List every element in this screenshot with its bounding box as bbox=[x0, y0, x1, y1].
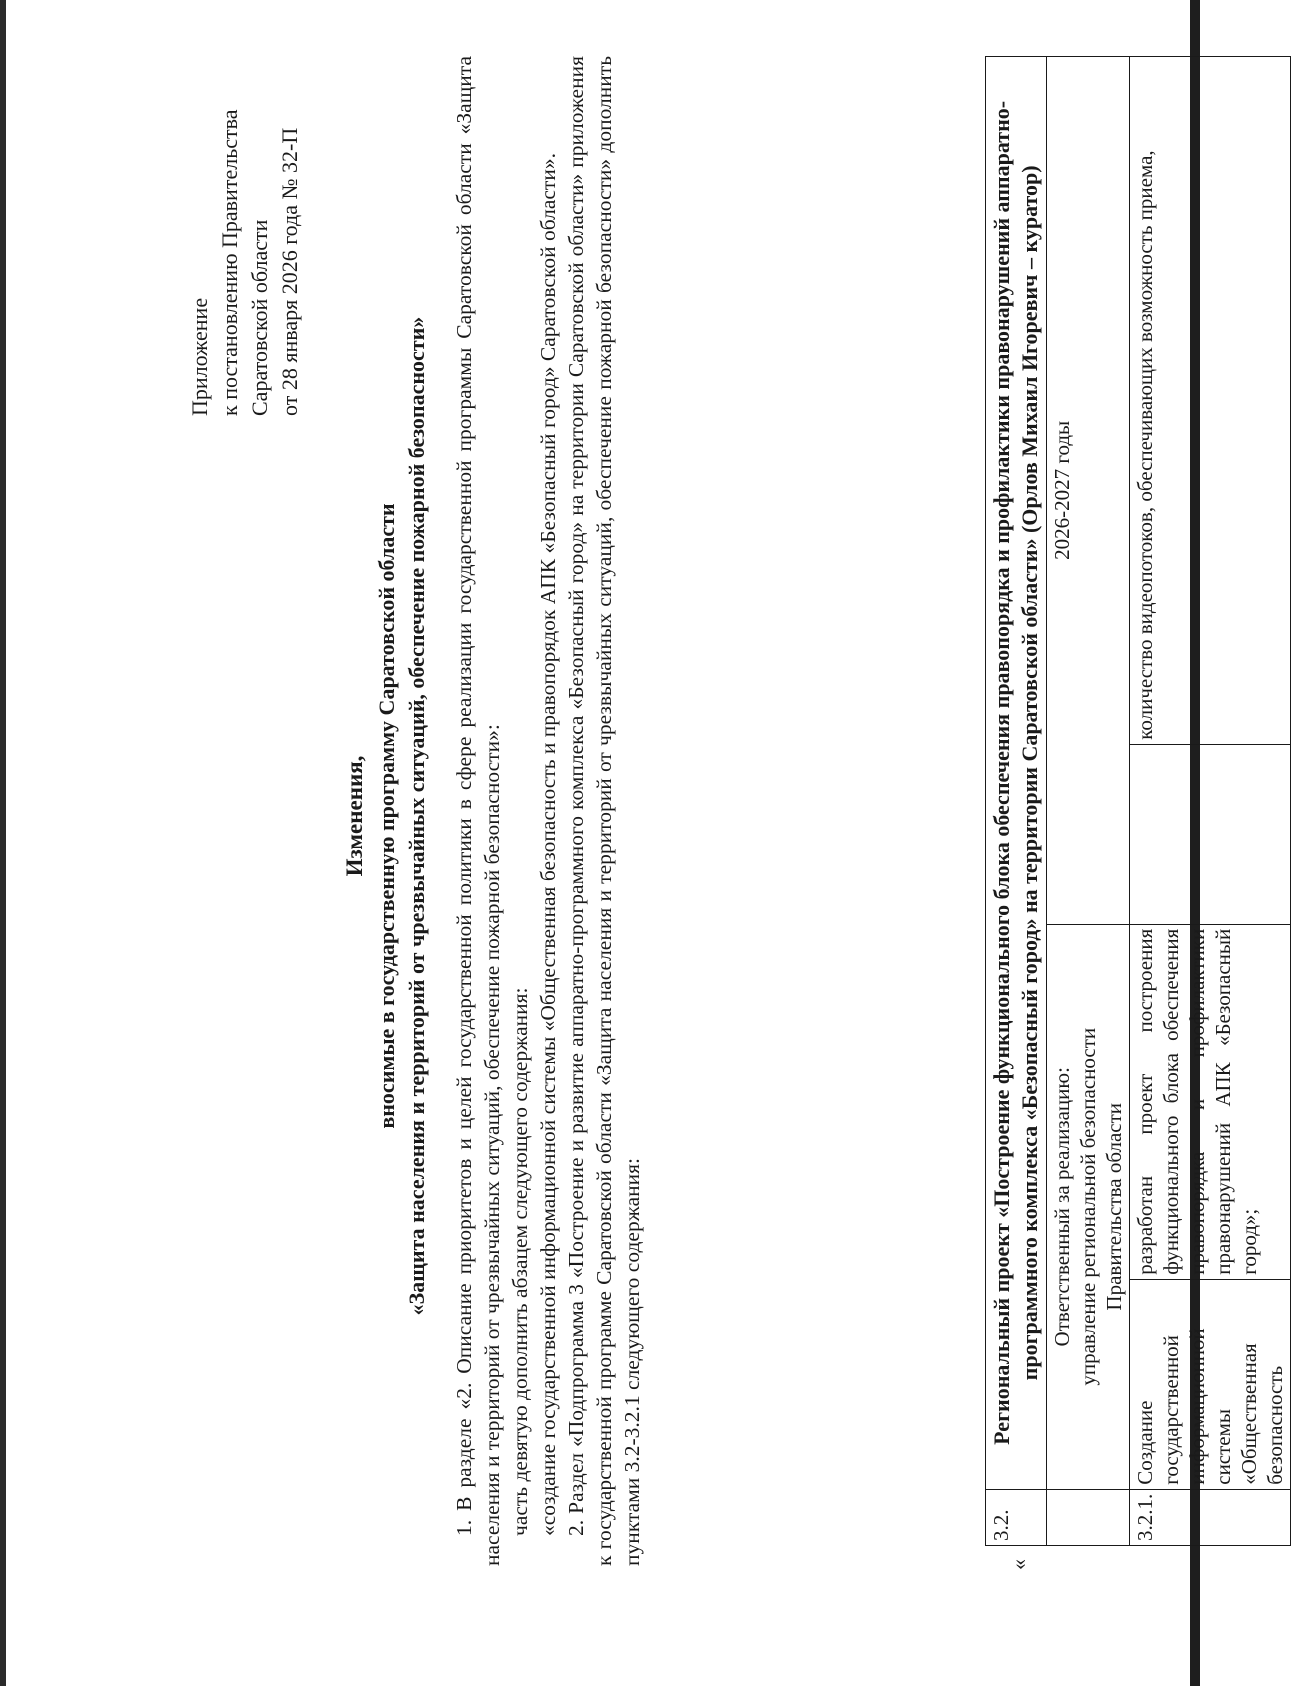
annex-line: Приложение bbox=[187, 297, 212, 416]
empty-cell bbox=[1130, 744, 1291, 924]
paragraph: 2. Раздел «Подпрограмма 3 «Построение и развитие аппаратно-программного комплекса «Безопасный город» на территории Саратовской области» приложения к государственной программе Саратовской области «Защита населения и территорий от чрезвычайных ситуаций, обеспечение пожарной безопасности» дополнить пунктами 3.2-3.2.1 следующего содержания: bbox=[564, 56, 644, 1566]
indicator-cell: количество видеопотоков, обеспечивающих возможность приема, bbox=[1130, 57, 1291, 745]
table-row bbox=[1130, 57, 1291, 1546]
paragraph: 1. В разделе «2. Описание приоритетов и целей государственной политики в сфере реализации государственной программы Саратовской области «Защита населения и территорий от чрезвычайных ситуаций, обеспечение пожарной безопасности»: bbox=[452, 56, 504, 1566]
empty-cell bbox=[1047, 1489, 1130, 1545]
annex-line: Саратовской области bbox=[247, 219, 272, 416]
project-title: Региональный проект «Построение функционального блока обеспечения правопорядка и профилактики правонарушений аппаратно-программного комплекса «Безопасный город» на территории Саратовской области» (Орлов Михаил Игоревич – куратор) bbox=[986, 57, 1047, 1490]
table-row bbox=[1047, 57, 1130, 1546]
title-line: «Защита населения и территорий от чрезвычайных ситуаций, обеспечение пожарной безопасности» bbox=[404, 316, 429, 1316]
open-quote: « bbox=[1006, 1559, 1031, 1570]
body-text bbox=[450, 56, 646, 1566]
period-cell: 2026-2027 годы bbox=[1047, 57, 1130, 925]
annex-line: от 28 января 2026 года № 32-П bbox=[277, 127, 302, 416]
title-line: вносимые в государственную программу Саратовской области bbox=[374, 503, 399, 1129]
row-number: 3.2.1. bbox=[1130, 1489, 1291, 1545]
annex-line: к постановлению Правительства bbox=[217, 109, 242, 416]
table-row bbox=[986, 57, 1047, 1546]
responsible-cell bbox=[1047, 924, 1130, 1489]
paragraph: часть девятую дополнить абзацем следующего содержания: bbox=[508, 987, 532, 1536]
annex-block bbox=[185, 56, 305, 416]
document-title bbox=[340, 106, 432, 1526]
title-line: Изменения, bbox=[342, 755, 367, 877]
responsible-line: Ответственный за реализацию: bbox=[1050, 1067, 1074, 1347]
row-number: 3.2. bbox=[986, 1489, 1047, 1545]
task-cell: Создание государственной информационной системы «Общественная безопасность bbox=[1130, 1279, 1291, 1489]
program-table bbox=[985, 56, 1291, 1546]
responsible-line: управление региональной безопасности bbox=[1076, 1027, 1100, 1386]
responsible-line: Правительства области bbox=[1102, 1102, 1126, 1311]
paragraph: «создание государственной информационной системы «Общественная безопасность и правопорядок АПК «Безопасный город» Саратовской области». bbox=[536, 153, 560, 1536]
result-cell: разработан проект построения функционального блока обеспечения правопорядка и профилактики правонарушений АПК «Безопасный город»; bbox=[1130, 924, 1291, 1279]
